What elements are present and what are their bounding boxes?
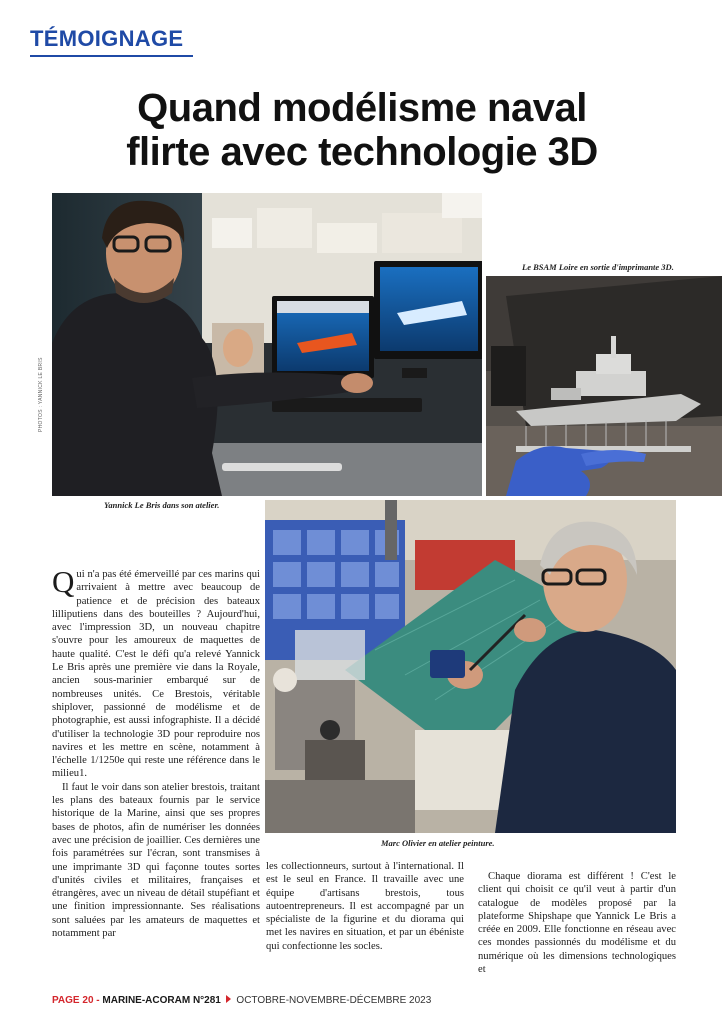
photo-bsam-loire-3d — [486, 276, 722, 496]
article-title-line-2: flirte avec technologie 3D — [126, 130, 598, 174]
article-column-3 — [478, 870, 676, 976]
caption-right-photo: Le BSAM Loire en sortie d'imprimante 3D. — [522, 262, 674, 272]
paragraph-collectionneurs: les collectionneurs, surtout à l'international. Il est le seul en France. Il travaille avec une équipe d'artisans brestois, tous autoentrepreneurs. Il est accompagné par un spécialiste de la figurine et du diorama qui met les navires en situation, et par un ébéniste qui confectionne les socles. — [266, 861, 464, 952]
section-label: TÉMOIGNAGE — [30, 26, 184, 51]
article-column-2 — [266, 860, 464, 953]
dropcap: Q — [52, 564, 75, 599]
paragraph-diorama: Chaque diorama est différent ! C'est le client qui choisit ce qu'il veut à partir d'un catalogue de modèles proposé par la plateforme Shipshape que Yannick Le Bris a créée en 2009. Elle fonctionne en réseau avec ces mondes passionnés du modélisme et du numérique où les dimensions technologiques et — [478, 871, 676, 976]
paragraph-intro — [52, 564, 260, 781]
caption-bottom-photo: Marc Olivier en atelier peinture. — [381, 838, 495, 848]
page-footer — [52, 995, 431, 1006]
photo-yannick-atelier — [52, 193, 482, 496]
issue-date: OCTOBRE-NOVEMBRE-DÉCEMBRE 2023 — [236, 995, 432, 1006]
photo-credit: PHOTOS : YANNICK LE BRIS — [38, 357, 44, 432]
section-underline — [30, 55, 193, 57]
caption-main-photo: Yannick Le Bris dans son atelier. — [104, 500, 220, 510]
paragraph-atelier: Il faut le voir dans son atelier brestois, traitant les plans des bateaux fournis par le service historique de la Marine, ainsi que ses propres bases de photos, afin de numériser les données avec une précision de joaillier. Ces dernières une fois paramétrées sur l'écran, sont transmises à une imprimante 3D qui façonne toutes sortes d'unités civiles et militaires, françaises et étrangères, avec un niveau de détail stupéfiant et une finition impressionnante. Ses réalisations sont saluées par les amateurs de maquettes et notamment par — [52, 781, 260, 940]
article-title — [20, 86, 704, 174]
page-number: PAGE 20 — [52, 995, 94, 1006]
article-title-line-1: Quand modélisme naval — [137, 86, 587, 130]
paragraph-intro-text: ui n'a pas été émerveillé par ces marins qui arrivaient à mettre avec beaucoup de patience et de précision des bateaux lilliputiens dans des bouteilles ? Aujourd'hui, avec l'impression 3D, un nouveau chapitre s'ouvre pour les amoureux de maquettes de haute qualité. C'est le défi qu'a relevé Yannick Le Bris après une première vie dans la Royale, ancien sous-marinier embarqué sur de nombreuses unités. Ce Brestois, véritable shiplover, passionné de modélisme et de photographie, est aussi infographiste. Il a décidé d'utiliser la technologie 3D pour reproduire nos navires et les mettre en scène, notamment à l'échelle 1/1250e qui reste une référence dans le milieu1. — [52, 569, 260, 780]
article-column-1 — [52, 564, 260, 940]
magazine-issue: MARINE-ACORAM N°281 — [102, 995, 221, 1006]
footer-separator: - — [96, 995, 100, 1006]
triangle-icon — [226, 995, 231, 1003]
photo-marc-olivier-peinture — [265, 500, 676, 833]
